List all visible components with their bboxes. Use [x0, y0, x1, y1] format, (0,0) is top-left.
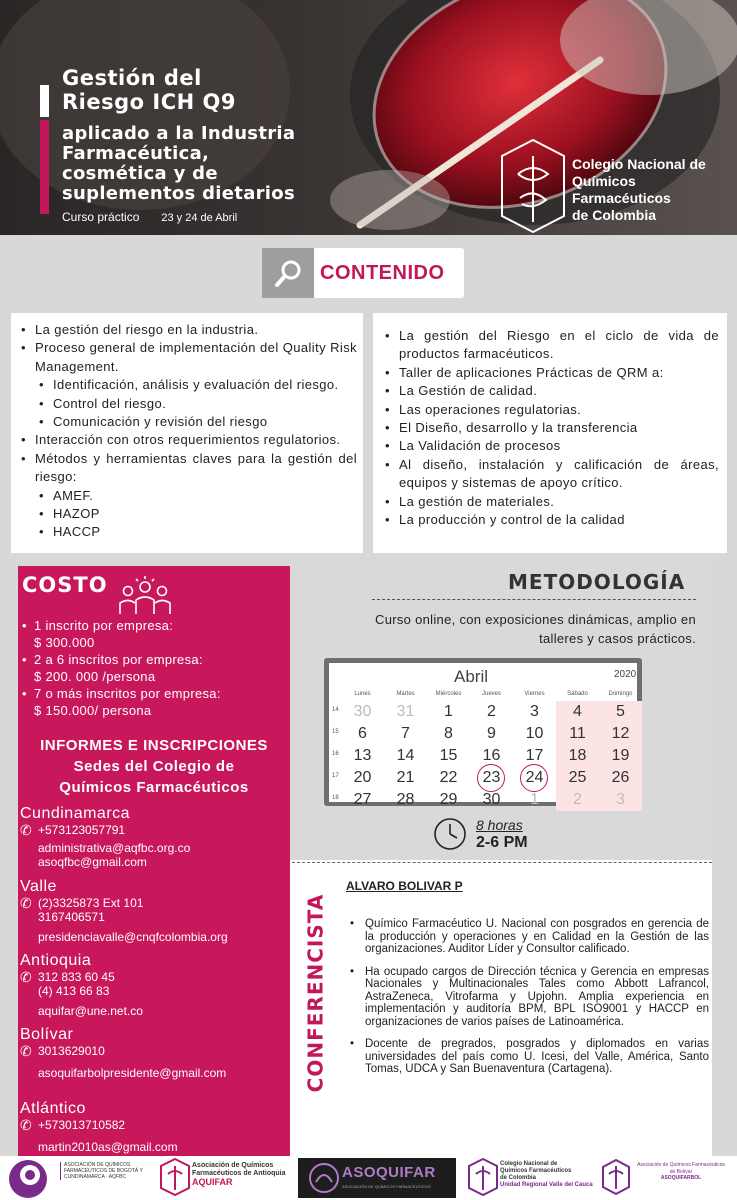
- price-label: • 1 inscrito por empresa:: [22, 617, 286, 634]
- hero-title: Gestión del Riesgo ICH Q9: [62, 66, 236, 114]
- sede-name: Atlántico: [20, 1100, 86, 1117]
- search-icon: [262, 248, 314, 298]
- aquifar-logo-icon: [160, 1158, 190, 1196]
- sede-name: Bolívar: [20, 1026, 74, 1043]
- list-item: • Al diseño, instalación y calificación de áreas, equipos y sistemas de apoyo crítico.: [379, 456, 719, 493]
- sede-valle: [20, 878, 285, 944]
- logo-asoquifarbol: Asociación de Químicos Farmacéuticos de Bolívar ASOQUIFARBOL: [600, 1158, 732, 1198]
- hero-banner: [0, 0, 737, 235]
- logo-asoquifar: ASOQUIFAR ASOCIACIÓN DE QUÍMICOS FARMACÉUTICOS: [298, 1158, 456, 1198]
- list-item: • AMEF.: [15, 487, 357, 505]
- price-label: • 2 a 6 inscritos por empresa:: [22, 651, 286, 668]
- list-item: • La gestión del riesgo en la industria.: [15, 321, 357, 339]
- phone-icon: ✆: [20, 1043, 32, 1059]
- logo-aqfbc: ASOCIACIÓN DE QUÍMICOS FARMACÉUTICOS DE BOGOTÁ Y CUNDINAMARCA · AQFBC: [6, 1158, 142, 1198]
- metodologia-description: Curso online, con exposiciones dinámicas, amplio en talleres y casos prácticos.: [375, 612, 696, 646]
- calendar: [324, 658, 642, 806]
- calendar-weekday: Miércoles: [435, 691, 462, 697]
- costo-list: [22, 617, 286, 719]
- conferencista-label: CONFERENCISTA: [303, 893, 328, 1093]
- people-icon: [116, 576, 174, 616]
- calendar-day: 11: [556, 723, 599, 745]
- calendar-week-number: 17: [332, 773, 339, 779]
- email-link[interactable]: administrativa@aqfbc.org.co: [38, 841, 191, 855]
- calendar-day: 23: [482, 769, 501, 786]
- calendar-day: 22: [439, 769, 458, 786]
- list-item: • Ha ocupado cargos de Dirección técnica y Gerencia en empresas Nacionales y Multinacionales Tales como Abbott Lafrancol, AstraZeneca, Vitrofarma y Upjohn. Amplia experiencia en implementación y auditoría BPM, BPL ISO9001 y HACCP en organizaciones de varios países de Latinoamérica.: [347, 966, 709, 1029]
- colegio-name: Colegio Nacional de Químicos Farmacéuticos de Colombia: [572, 156, 706, 223]
- calendar-day: 30: [353, 703, 372, 720]
- contenido-title: CONTENIDO: [320, 261, 445, 284]
- colegio-valle-logo-icon: [468, 1158, 498, 1196]
- highlight-circle: [520, 764, 548, 792]
- calendar-day: 21: [396, 769, 415, 786]
- calendar-day: 10: [525, 725, 544, 742]
- list-item: • Químico Farmacéutico U. Nacional con posgrados en gerencia de la producción y operaciones y en Calidad en la Gestión de las organizaciones. Auditor Líder y Consultor calificado.: [347, 918, 709, 956]
- course-time: 2-6 PM: [476, 834, 528, 851]
- price-value: $ 150.000/ persona: [34, 703, 152, 718]
- speaker-bio: [347, 918, 709, 1086]
- price-value: $ 300.000: [34, 635, 95, 650]
- calendar-day: 1: [444, 703, 453, 720]
- sede-name: Cundinamarca: [20, 805, 131, 822]
- calendar-day: 7: [401, 725, 410, 742]
- phone-icon: ✆: [20, 822, 32, 838]
- calendar-week-number: 18: [332, 795, 339, 801]
- list-item: • Métodos y herramientas claves para la gestión del riesgo:: [15, 450, 357, 487]
- email-link[interactable]: presidenciavalle@cnqfcolombia.org: [38, 930, 228, 944]
- list-item: • La gestión del Riesgo en el ciclo de vida de productos farmacéuticos.: [379, 327, 719, 364]
- list-item: • Interacción con otros requerimientos regulatorios.: [15, 431, 357, 449]
- sede-name: Valle: [20, 878, 57, 895]
- phone-line: ✆ 3013629010: [20, 1043, 105, 1059]
- email-link[interactable]: asoqfbc@gmail.com: [38, 855, 147, 869]
- phone-icon: ✆: [20, 895, 32, 911]
- list-item: • HACCP: [15, 523, 357, 541]
- calendar-day: 3: [599, 789, 642, 811]
- list-item: • La Gestión de calidad.: [379, 382, 719, 400]
- title-bar-white: [40, 85, 49, 117]
- calendar-day: 9: [487, 725, 496, 742]
- divider: [372, 599, 696, 600]
- content-box-left: [11, 313, 363, 553]
- price-label: • 7 o más inscritos por empresa:: [22, 685, 286, 702]
- logo-aquifar: Asociación de Químicos Farmacéuticos de Antioquia AQUIFAR: [160, 1158, 290, 1198]
- email-link[interactable]: aquifar@une.net.co: [38, 1004, 143, 1018]
- sede-bolivar: [20, 1026, 285, 1080]
- phone-icon: ✆: [20, 969, 32, 985]
- calendar-day: 14: [396, 747, 415, 764]
- calendar-day: 15: [439, 747, 458, 764]
- divider: [292, 862, 712, 863]
- phone-line: 3167406571: [38, 910, 105, 924]
- calendar-weekday: Sábado: [567, 691, 588, 697]
- content-box-right: [373, 313, 727, 553]
- clock-icon: [432, 816, 468, 852]
- list-item: • Comunicación y revisión del riesgo: [15, 413, 357, 431]
- calendar-day: 6: [358, 725, 367, 742]
- phone-icon: ✆: [20, 1117, 32, 1133]
- asoquifarbol-logo-icon: [602, 1159, 630, 1195]
- list-item: • Control del riesgo.: [15, 395, 357, 413]
- calendar-day: 29: [439, 791, 458, 808]
- list-item: • La producción y control de la calidad: [379, 511, 719, 529]
- colegio-logo-icon: [500, 138, 566, 234]
- calendar-body: [329, 663, 637, 808]
- calendar-day: 2: [556, 789, 599, 811]
- calendar-day: 13: [353, 747, 372, 764]
- speaker-name: ALVARO BOLIVAR P: [346, 879, 463, 893]
- sede-atlantico: [20, 1100, 285, 1154]
- calendar-day: 17: [525, 747, 544, 764]
- calendar-day: 1: [530, 791, 539, 808]
- calendar-day: 19: [599, 745, 642, 767]
- calendar-weekday: Viernes: [524, 691, 545, 697]
- calendar-day: 12: [599, 723, 642, 745]
- calendar-year: 2020: [614, 669, 637, 680]
- calendar-week-number: 14: [332, 707, 339, 713]
- calendar-day: 5: [599, 701, 642, 723]
- list-item: • La Validación de procesos: [379, 437, 719, 455]
- calendar-day: 31: [396, 703, 415, 720]
- calendar-day: 4: [556, 701, 599, 723]
- course-info: Curso práctico 23 y 24 de Abril: [62, 210, 238, 224]
- list-item: • HAZOP: [15, 505, 357, 523]
- title-bar-pink: [40, 120, 49, 214]
- calendar-day: 27: [353, 791, 372, 808]
- calendar-day: 28: [396, 791, 415, 808]
- hero-subtitle: aplicado a la Industria Farmacéutica, cosmética y de suplementos dietarios: [62, 123, 296, 204]
- email-link[interactable]: martin2010as@gmail.com: [38, 1140, 178, 1154]
- phone-line: ✆ (2)3325873 Ext 101: [20, 895, 144, 911]
- calendar-day: 20: [353, 769, 372, 786]
- asoquifar-logo-icon: [306, 1160, 342, 1196]
- course-hours: 8 horas: [476, 817, 523, 833]
- list-item: • Docente de pregrados, posgrados y diplomados en varias universidades del país como U. Icesi, del Valle, América, Santo Tomas, UDCA y San Buenaventura (Cartagena).: [347, 1038, 709, 1076]
- phone-line: ✆ +573013710582: [20, 1117, 126, 1133]
- calendar-week-number: 15: [332, 729, 339, 735]
- calendar-weekday: Domingo: [608, 691, 633, 697]
- calendar-weekday: Jueves: [481, 691, 501, 697]
- list-item: • El Diseño, desarrollo y la transferencia: [379, 419, 719, 437]
- sede-name: Antioquia: [20, 952, 92, 969]
- calendar-weekday: Lunes: [354, 691, 371, 697]
- calendar-day: 18: [556, 745, 599, 767]
- price-value: $ 200. 000 /persona: [34, 669, 156, 684]
- calendar-day: 2: [487, 703, 496, 720]
- calendar-day: 8: [444, 725, 453, 742]
- list-item: • Identificación, análisis y evaluación del riesgo.: [15, 376, 357, 394]
- informes-heading: INFORMES E INSCRIPCIONES Sedes del Colegio de Químicos Farmacéuticos: [40, 737, 268, 796]
- calendar-day: 16: [482, 747, 501, 764]
- list-item: • Las operaciones regulatorias.: [379, 401, 719, 419]
- contenido-header: [262, 248, 464, 298]
- calendar-day: 24: [525, 769, 544, 786]
- logo-colegio-valle: Colegio Nacional de Químicos Farmacéuticos de Colombia Unidad Regional Valle del Cauca: [468, 1158, 596, 1198]
- calendar-month: Abril: [454, 667, 489, 686]
- calendar-day: 30: [482, 791, 501, 808]
- phone-line: (4) 413 66 83: [38, 984, 110, 998]
- metodologia-title: METODOLOGÍA: [508, 570, 686, 594]
- aqfbc-logo-icon: [6, 1158, 54, 1200]
- sede-antioquia: [20, 952, 285, 1018]
- email-link[interactable]: asoquifarbolpresidente@gmail.com: [38, 1066, 227, 1080]
- highlight-circle: [477, 764, 505, 792]
- phone-line: ✆ +573123057791: [20, 822, 126, 838]
- sede-cundinamarca: [20, 805, 285, 869]
- calendar-day: 26: [599, 767, 642, 789]
- list-item: • Proceso general de implementación del Quality Risk Management.: [15, 339, 357, 376]
- list-item: • Taller de aplicaciones Prácticas de QRM a:: [379, 364, 719, 382]
- costo-title: COSTO: [22, 573, 108, 597]
- calendar-weekday: Martes: [396, 691, 415, 697]
- calendar-week-number: 16: [332, 751, 339, 757]
- calendar-day: 3: [530, 703, 539, 720]
- phone-line: ✆ 312 833 60 45: [20, 969, 115, 985]
- list-item: • La gestión de materiales.: [379, 493, 719, 511]
- calendar-day: 25: [556, 767, 599, 789]
